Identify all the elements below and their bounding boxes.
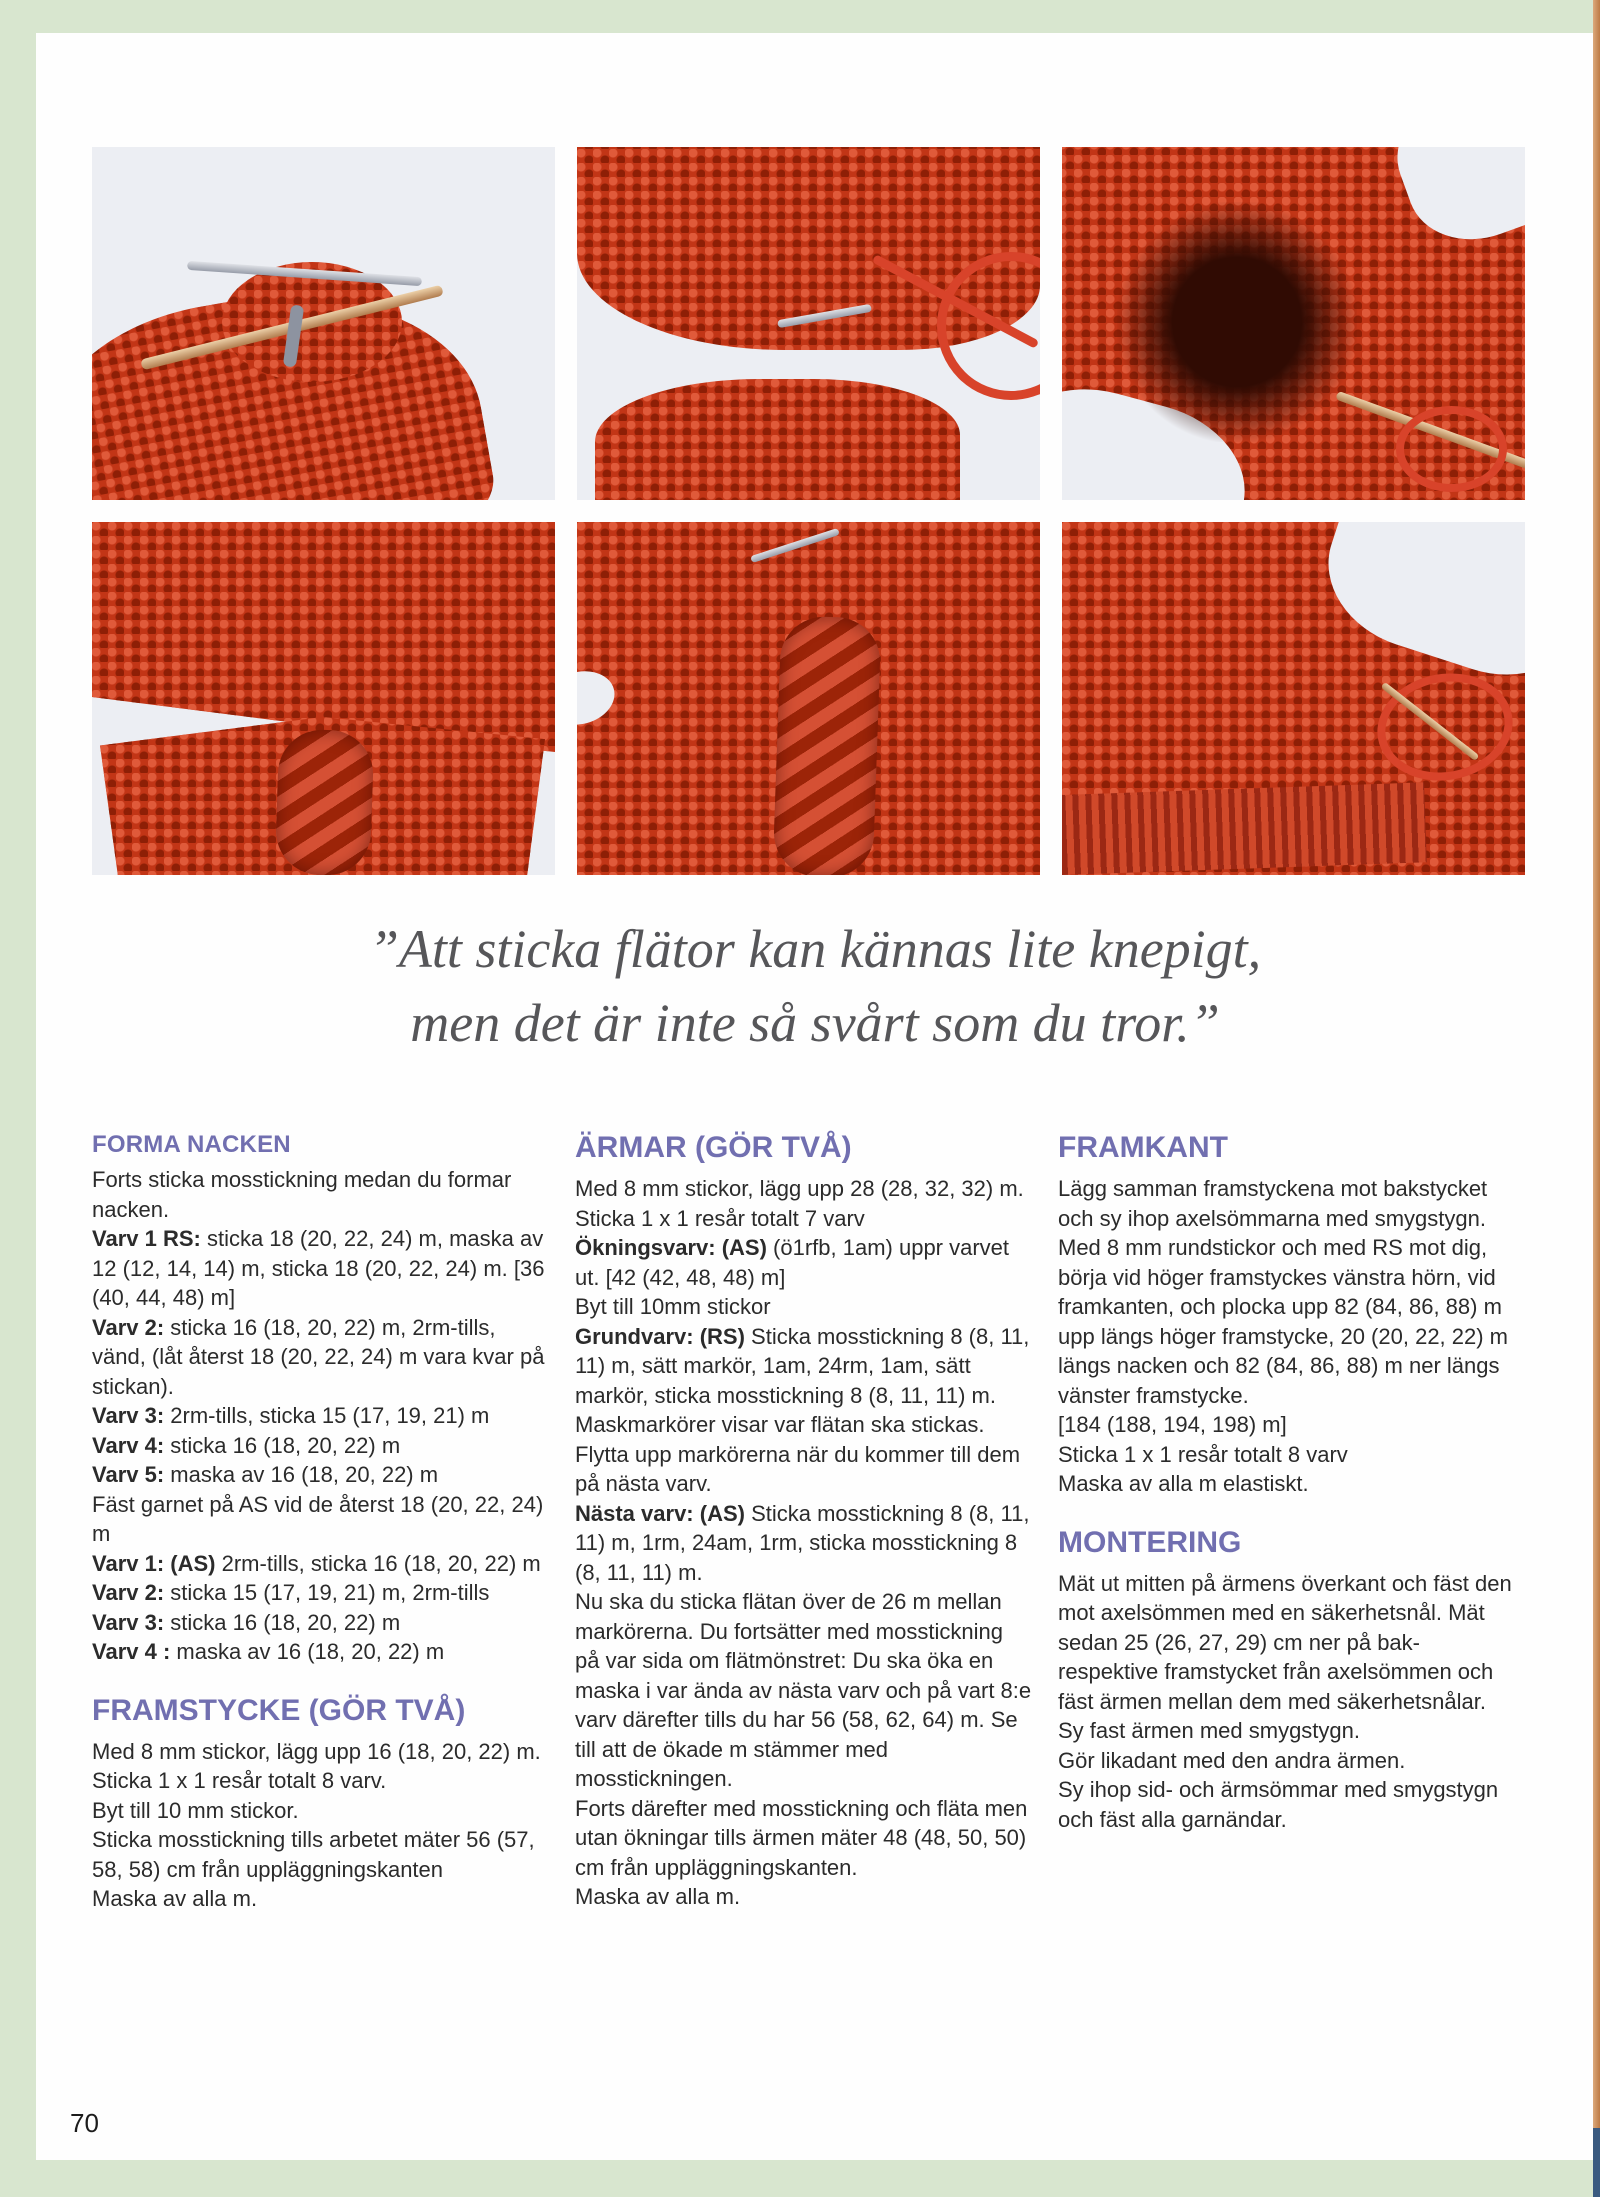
pattern-paragraph: Fäst garnet på AS vid de återst 18 (20, 22, 24) m xyxy=(92,1491,544,1546)
pattern-paragraph: Maska av alla m. xyxy=(92,1886,258,1911)
column-2 xyxy=(575,1130,1033,1914)
pattern-paragraph: Varv 4: sticka 16 (18, 20, 22) m xyxy=(92,1432,401,1458)
pattern-paragraph: Varv 4 : maska av 16 (18, 20, 22) m xyxy=(92,1639,445,1664)
pattern-paragraph: Med 8 mm stickor, lägg upp 16 (18, 20, 22) m. xyxy=(92,1738,541,1764)
section-heading: FRAMKANT xyxy=(1058,1131,1228,1164)
pattern-paragraph: [184 (188, 194, 198) m] xyxy=(1058,1412,1287,1437)
pattern-paragraph: Forts därefter med mosstickning och fläta men utan ökningar tills ärmen mäter 48 (48, 50, 50) cm från uppläggningskanten. xyxy=(575,1795,1028,1880)
pattern-paragraph: Maskmarkörer visar var flätan ska stickas. Flytta upp markörerna när du kommer till dem på nästa varv. xyxy=(575,1412,1021,1496)
section-framstycke xyxy=(92,1693,550,1914)
pattern-paragraph: Med 8 mm stickor, lägg upp 28 (28, 32, 32) m. xyxy=(575,1176,1024,1201)
paragraph-list xyxy=(1058,1174,1516,1499)
pattern-paragraph: Sticka 1 x 1 resår totalt 8 varv. xyxy=(92,1768,387,1793)
pattern-paragraph: Sy ihop sid- och ärmsömmar med smygstygn och fäst alla garnändar. xyxy=(1058,1777,1499,1832)
pattern-paragraph: Byt till 10mm stickor xyxy=(575,1294,771,1319)
section-forma-nacken xyxy=(92,1130,550,1667)
pattern-paragraph: Mät ut mitten på ärmens överkant och fäst den mot axelsömmen med en säkerhetsnål. Mät sedan 25 (26, 27, 29) cm ner på bak- respektive framstycket från axelsömmen och fäst ärmen mellan dem med säkerhetsnålar. xyxy=(1058,1570,1512,1714)
pattern-paragraph: Sy fast ärmen med smygstygn. xyxy=(1058,1718,1360,1743)
pattern-paragraph: Gör likadant med den andra ärmen. xyxy=(1058,1747,1406,1773)
knitting-photo-4 xyxy=(92,522,555,875)
knitting-photo-6 xyxy=(1062,522,1525,875)
knitting-photo-5 xyxy=(577,522,1040,875)
photo-grid xyxy=(92,147,1542,875)
section-heading: FORMA NACKEN xyxy=(92,1131,291,1158)
pattern-paragraph: Varv 2: sticka 15 (17, 19, 21) m, 2rm-tills xyxy=(92,1580,490,1605)
knitting-photo-2 xyxy=(577,147,1040,500)
pattern-paragraph: Varv 1: (AS) 2rm-tills, sticka 16 (18, 20, 22) m xyxy=(92,1550,541,1576)
column-3 xyxy=(1058,1130,1516,1914)
knitting-photo-3 xyxy=(1062,147,1525,500)
pattern-paragraph: Forts sticka mosstickning medan du formar nacken. xyxy=(92,1167,512,1222)
paragraph-list xyxy=(92,1165,550,1667)
pattern-paragraph: Varv 5: maska av 16 (18, 20, 22) m xyxy=(92,1462,439,1487)
pattern-paragraph: Ökningsvarv: (AS) (ö1rfb, 1am) uppr varvet ut. [42 (42, 48, 48) m] xyxy=(575,1235,1010,1290)
pattern-paragraph: Varv 3: 2rm-tills, sticka 15 (17, 19, 21) m xyxy=(92,1403,490,1428)
knitting-photo-1 xyxy=(92,147,555,500)
pattern-paragraph: Sticka 1 x 1 resår totalt 8 varv xyxy=(1058,1441,1348,1467)
paragraph-list xyxy=(575,1174,1033,1912)
pull-quote-line-1: ”Att sticka flätor kan kännas lite knepigt, xyxy=(368,919,1262,979)
cable-braid xyxy=(772,615,881,875)
paragraph-list xyxy=(1058,1569,1516,1835)
ribbed-band xyxy=(1062,782,1427,875)
pattern-columns xyxy=(92,1130,1516,1914)
section-framkant xyxy=(1058,1130,1516,1499)
section-montering xyxy=(1058,1525,1516,1835)
pattern-paragraph: Sticka 1 x 1 resår totalt 7 varv xyxy=(575,1205,865,1231)
pull-quote-line-2: men det är inte så svårt som du tror.” xyxy=(410,993,1220,1053)
pattern-paragraph: Nu ska du sticka flätan över de 26 m mellan markörerna. Du fortsätter med mosstickning på var sida om flätmönstret: Du ska öka en maska i var ända av nästa varv och på vart 8:e varv därefter tills du har 56 (58, 62, 64) m. Se till att de ökade m stämmer med mosstickningen. xyxy=(575,1589,1032,1791)
section-armar xyxy=(575,1130,1033,1912)
paragraph-list xyxy=(92,1737,550,1914)
page-number: 70 xyxy=(70,2108,99,2138)
pattern-paragraph: Byt till 10 mm stickor. xyxy=(92,1797,299,1823)
fabric-shadow xyxy=(1117,202,1357,442)
knit-fabric xyxy=(595,379,960,500)
cable-braid xyxy=(274,728,374,875)
column-1 xyxy=(92,1130,550,1914)
yarn-loop xyxy=(1396,406,1507,492)
pattern-paragraph: Sticka mosstickning tills arbetet mäter 56 (57, 58, 58) cm från uppläggningskanten xyxy=(92,1827,535,1882)
page-edge-strip xyxy=(1593,0,1600,2197)
pattern-paragraph: Varv 1 RS: sticka 18 (20, 22, 24) m, maska av 12 (12, 14, 14) m, sticka 18 (20, 22, 24) m. [36 (40, 44, 48) m] xyxy=(92,1226,545,1310)
pattern-paragraph: Varv 3: sticka 16 (18, 20, 22) m xyxy=(92,1609,401,1635)
section-heading: FRAMSTYCKE (GÖR TVÅ) xyxy=(92,1693,466,1727)
pattern-paragraph: Maska av alla m elastiskt. xyxy=(1058,1471,1309,1496)
pattern-paragraph: Nästa varv: (AS) Sticka mosstickning 8 (8, 11, 11) m, 1rm, 24am, 1rm, sticka mosstickning 8 (8, 11, 11) m. xyxy=(575,1500,1030,1585)
section-heading: MONTERING xyxy=(1058,1525,1242,1559)
pattern-paragraph: Grundvarv: (RS) Sticka mosstickning 8 (8, 11, 11) m, sätt markör, 1am, 24rm, 1am, sätt markör, sticka mosstickning 8 (8, 11, 11) m. xyxy=(575,1323,1030,1408)
pattern-paragraph: Med 8 mm rundstickor och med RS mot dig, börja vid höger framstyckes vänstra hörn, vid framkanten, och plocka upp 82 (84, 86, 88) m upp längs höger framstycke, 20 (20, 22, 22) m längs nacken och 82 (84, 86, 88) m ner längs vänster framstycke. xyxy=(1058,1235,1509,1408)
page-edge-strip-navy xyxy=(1593,2128,1600,2197)
pull-quote xyxy=(36,912,1594,1060)
pattern-paragraph: Maska av alla m. xyxy=(575,1884,741,1909)
pattern-paragraph: Lägg samman framstyckena mot bakstycket och sy ihop axelsömmarna med smygstygn. xyxy=(1058,1176,1488,1231)
section-heading: ÄRMAR (GÖR TVÅ) xyxy=(575,1131,852,1164)
pattern-paragraph: Varv 2: sticka 16 (18, 20, 22) m, 2rm-tills, vänd, (låt återst 18 (20, 22, 24) m vara kvar på stickan). xyxy=(92,1314,545,1399)
